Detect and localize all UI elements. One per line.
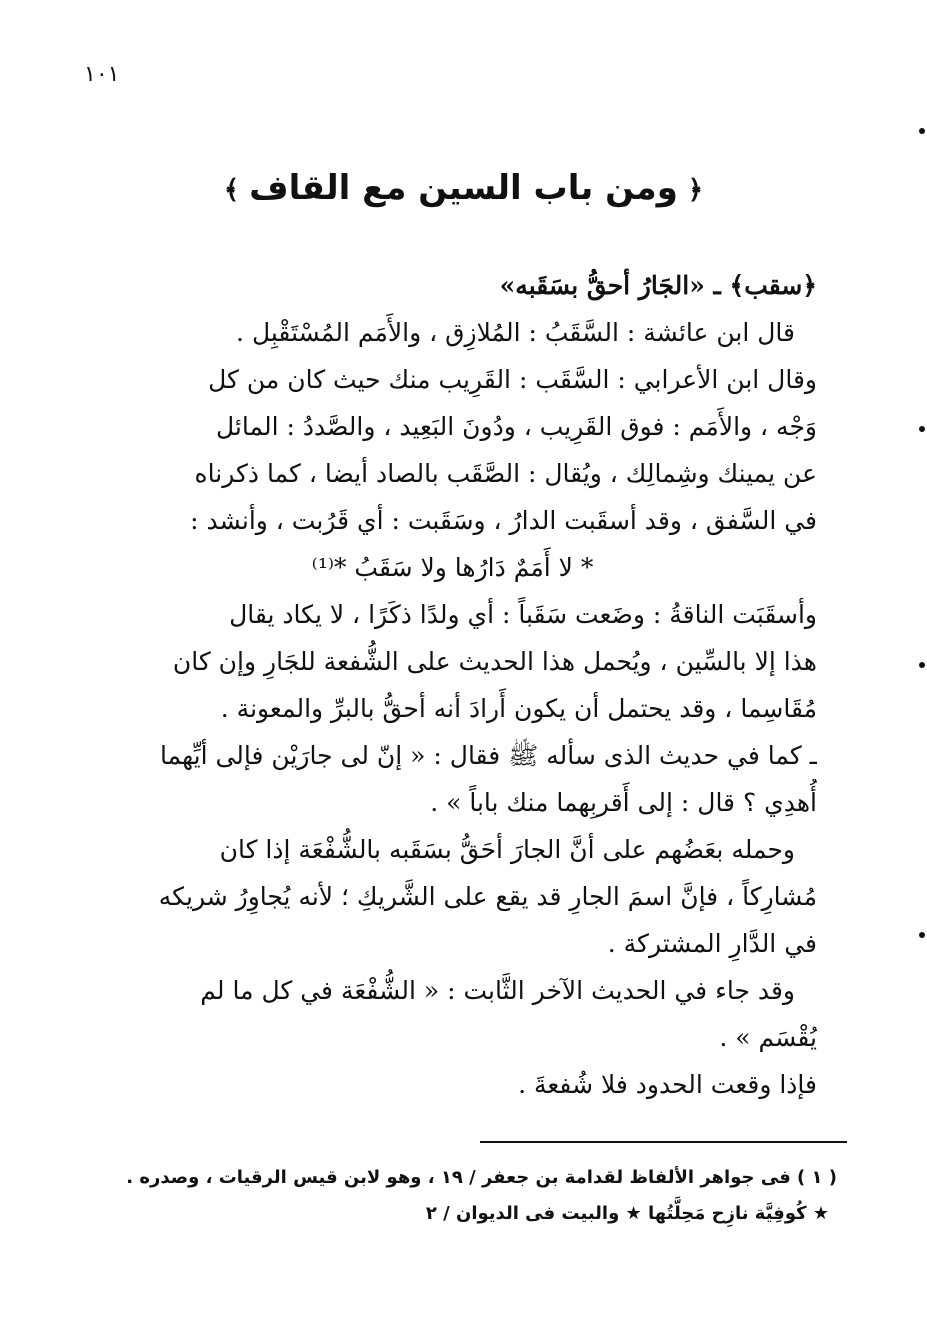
entry-headword-line: ﴿سقب﴾ ـ «الجَارُ أحقُّ بسَقَبه» [499, 271, 817, 300]
text-line: وحمله بعَضُهم على أنَّ الجارَ أحَقُّ بسَقَبه بالشُّفْعَة إذا كان [219, 835, 795, 864]
body-text [88, 262, 817, 1108]
ornament-left-icon: ﴾ [223, 174, 240, 205]
footnote-divider [480, 1141, 847, 1143]
text-line: وَجْه ، والأَمَم : فوق القَرِيب ، ودُونَ البَعِيد ، والصَّددُ : المائل [216, 412, 817, 441]
text-line: أُهدِي ؟ قال : إلى أَقربِهما منك باباً » . [430, 788, 817, 817]
text-line: وقال ابن الأعرابي : السَّقَب : القَرِيب منك حيث كان من كل [208, 365, 817, 394]
text-line: وأسقَبَت الناقةُ : وضَعت سَقَباً : أي ولدًا ذكَرًا ، لا يكاد يقال [229, 600, 817, 629]
chapter-title-text: ومن باب السين مع القاف [249, 168, 678, 208]
text-line: في السَّفق ، وقد أسقَبت الدارُ ، وسَقَبت : أي قَرُبت ، وأنشد : [190, 506, 817, 535]
text-line: هذا إلا بالسِّين ، ويُحمل هذا الحديث على الشُّفعة للجَارِ وإن كان [172, 647, 817, 676]
page-number: ١٠١ [84, 62, 120, 87]
edge-mark [919, 662, 925, 668]
text-line: في الدَّارِ المشتركة . [607, 929, 817, 958]
edge-mark [919, 932, 925, 938]
text-line: فإذا وقعت الحدود فلا شُفعةَ . [518, 1070, 817, 1099]
footnotes [105, 1160, 837, 1232]
footnote-line: ( ١ ) فى جواهر الألفاظ لقدامة بن جعفر / ١٩ ، وهو لابن قيس الرقيات ، وصدره . [126, 1167, 837, 1188]
text-line: ـ كما في حديث الذى سأله ﷺ فقال : « إنّ لى جارَيْن فإلى أيِّهما [160, 741, 817, 770]
verse-line: * لا أَمَمٌ دَارُها ولا سَقَبُ *⁽¹⁾ [311, 553, 594, 582]
text-line: وقد جاء في الحديث الآخر الثَّابت : « الشُّفْعَة في كل ما لم [200, 976, 795, 1005]
text-line: يُقْسَم » . [719, 1023, 817, 1052]
footnote-line: ★ كُوفِيَّة نازِح مَحِلَّتُها ★ والبيت فى الديوان / ٢ [425, 1203, 829, 1224]
chapter-title [0, 168, 927, 208]
text-line: مُشارِكاً ، فإنَّ اسمَ الجارِ قد يقع على الشَّريكِ ؛ لأنه يُجاوِرُ شريكه [158, 882, 817, 911]
edge-mark [919, 426, 925, 432]
text-line: عن يمينك وشِمالِك ، ويُقال : الصَّقَب بالصاد أيضا ، كما ذكرناه [194, 459, 817, 488]
text-line: قال ابن عائشة : السَّقَبُ : المُلازِق ، والأَمَم المُسْتَقْبِل . [236, 318, 795, 347]
ornament-right-icon: ﴿ [687, 174, 704, 205]
text-line: مُقَاسِما ، وقد يحتمل أن يكون أَرادَ أنه أحقُّ بالبرِّ والمعونة . [220, 694, 817, 723]
edge-mark [919, 128, 925, 134]
